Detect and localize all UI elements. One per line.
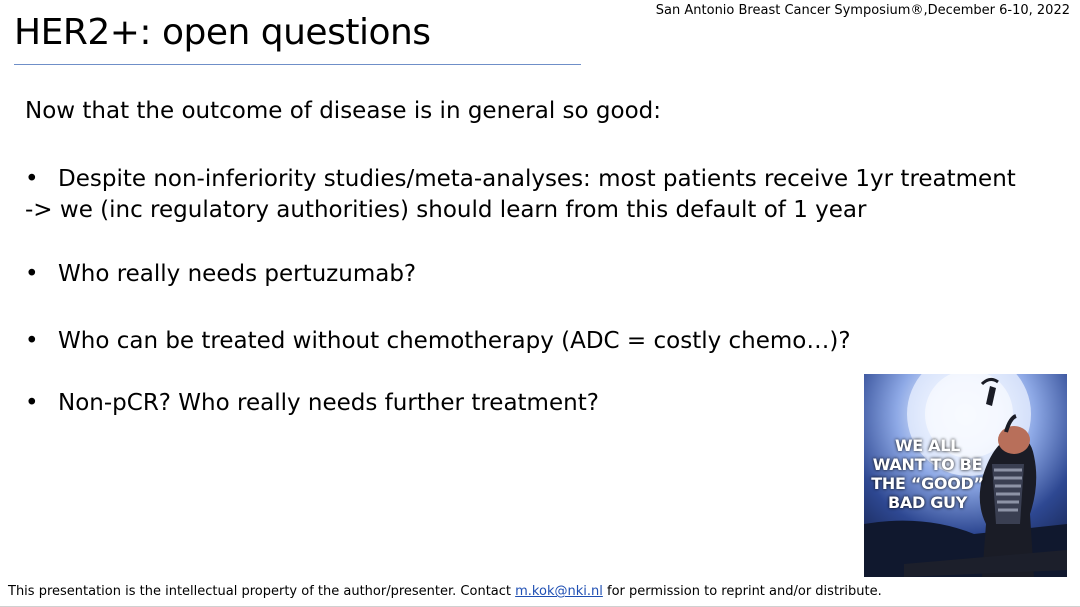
bullet-marker: • [25, 390, 39, 416]
bullet-item-4 [25, 390, 599, 416]
bullet-marker: • [25, 328, 39, 354]
bullet-text: Who really needs pertuzumab? [58, 261, 417, 287]
footer-text-after: for permission to reprint and/or distribute. [602, 584, 882, 599]
title-underline [14, 64, 581, 65]
movie-poster-image [864, 374, 1067, 577]
poster-caption-line: BAD GUY [887, 493, 968, 512]
bullet-item-2 [25, 261, 416, 287]
symposium-note: San Antonio Breast Cancer Symposium®,December 6-10, 2022 [655, 3, 1070, 18]
footer-text-before: This presentation is the intellectual property of the author/presenter. Contact [8, 584, 516, 599]
slide-title: HER2+: open questions [14, 12, 431, 53]
bullet-marker: • [25, 166, 39, 192]
bullet-text: Who can be treated without chemotherapy (ADC = costly chemo…)? [58, 328, 851, 354]
intro-text: Now that the outcome of disease is in general so good: [25, 98, 662, 124]
bullet-item-1 [25, 166, 1016, 192]
bullet-marker: • [25, 261, 39, 287]
poster-caption-line: THE “GOOD” [871, 474, 984, 493]
bullet-text: Despite non-inferiority studies/meta-analyses: most patients receive 1yr treatment [58, 166, 1016, 192]
poster-caption [870, 436, 985, 512]
copyright-footer [8, 584, 882, 599]
bullet-text: Non-pCR? Who really needs further treatment? [58, 390, 599, 416]
poster-caption-line: WANT TO BE [872, 455, 983, 474]
bullet-subline: -> we (inc regulatory authorities) should learn from this default of 1 year [25, 197, 867, 223]
bullet-item-3 [25, 328, 851, 354]
poster-caption-line: WE ALL [894, 436, 961, 455]
contact-email-link[interactable]: m.kok@nki.nl [515, 584, 603, 599]
